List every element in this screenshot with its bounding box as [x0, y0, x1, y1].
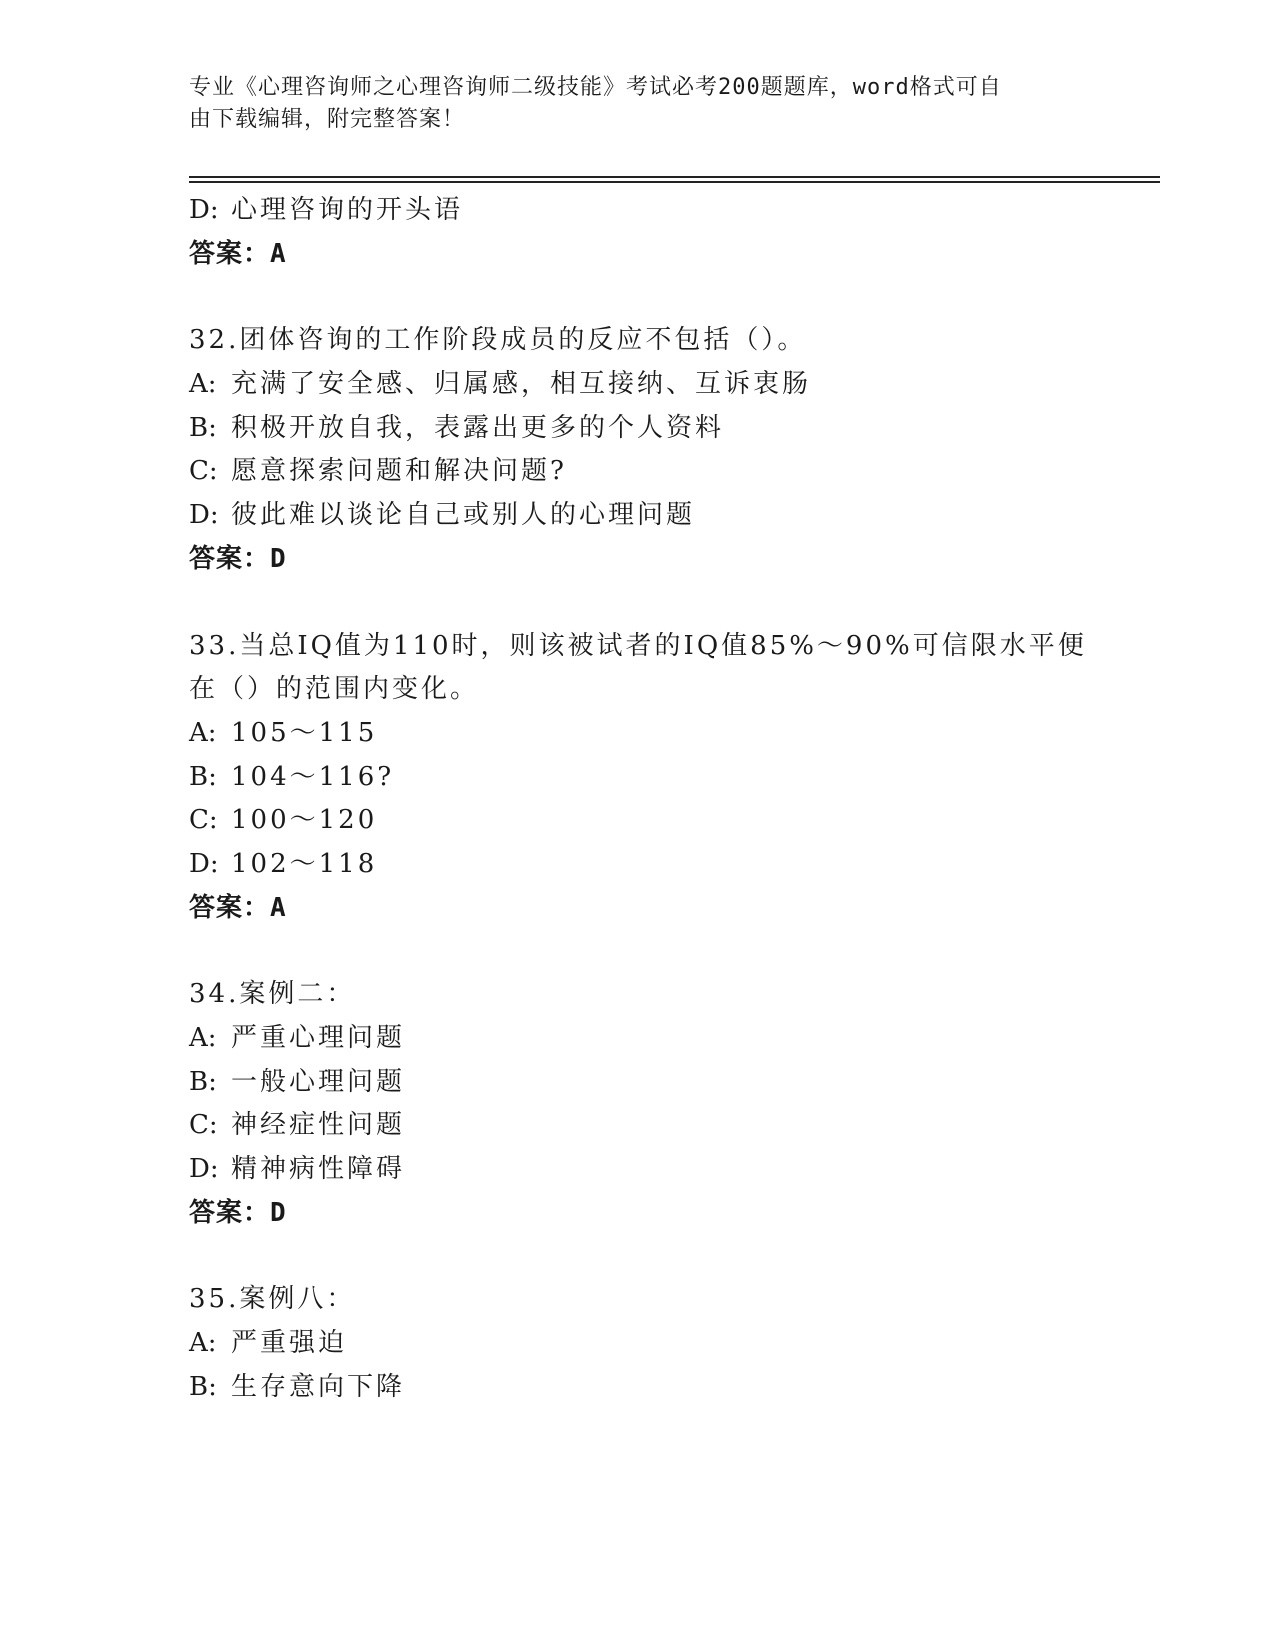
q34-stem: 34.案例二： [189, 979, 356, 1009]
q33-option-b [189, 760, 394, 794]
q33-option-d [189, 847, 377, 881]
q32-answer: 答案：D [189, 544, 287, 574]
option-label: B: [189, 1372, 217, 1402]
option-label: B: [189, 1067, 217, 1097]
option-text: 一般心理问题 [231, 1067, 406, 1097]
option-text: 严重心理问题 [231, 1023, 406, 1053]
option-text: 心理咨询的开头语 [231, 195, 464, 225]
option-label: A: [189, 718, 217, 748]
option-label: D: [189, 849, 219, 879]
option-text: 彼此难以谈论自己或别人的心理问题 [231, 500, 696, 530]
q34-option-d [189, 1152, 405, 1186]
option-label: D: [189, 195, 219, 225]
header-line-2: 由下载编辑，附完整答案！ [189, 107, 466, 132]
header-divider-top [189, 176, 1160, 178]
q33-answer: 答案：A [189, 893, 287, 923]
prev-answer: 答案：A [189, 239, 287, 269]
option-text: 充满了安全感、归属感，相互接纳、互诉衷肠 [231, 369, 812, 399]
option-label: D: [189, 500, 219, 530]
q35-option-b [189, 1370, 405, 1404]
q35-option-a [189, 1326, 347, 1360]
option-text: 104～116? [231, 762, 395, 792]
q33-stem-line-1: 33.当总IQ值为110时，则该被试者的IQ值85%～90%可信限水平便 [189, 631, 1087, 661]
option-label: A: [189, 1023, 217, 1053]
option-label: C: [189, 1110, 218, 1140]
q32-stem: 32.团体咨询的工作阶段成员的反应不包括（）。 [189, 325, 807, 355]
option-text: 102～118 [231, 849, 378, 879]
q32-option-c [189, 454, 567, 488]
option-label: C: [189, 456, 218, 486]
q34-option-c [189, 1108, 405, 1142]
q32-option-a [189, 367, 811, 401]
q33-option-a [189, 716, 377, 750]
option-label: C: [189, 805, 218, 835]
option-text: 105～115 [231, 718, 378, 748]
option-text: 愿意探索问题和解决问题? [231, 456, 567, 486]
q34-answer: 答案：D [189, 1198, 287, 1228]
option-text: 积极开放自我，表露出更多的个人资料 [231, 413, 725, 443]
q34-option-a [189, 1021, 405, 1055]
option-text: 100～120 [231, 805, 378, 835]
option-text: 精神病性障碍 [231, 1154, 406, 1184]
q34-option-b [189, 1065, 405, 1099]
option-text: 严重强迫 [231, 1328, 348, 1358]
prev-option-d [189, 193, 463, 227]
q32-option-d [189, 498, 695, 532]
q35-stem: 35.案例八： [189, 1284, 356, 1314]
header-divider-bottom [189, 181, 1160, 183]
header-line-1: 专业《心理咨询师之心理咨询师二级技能》考试必考200题题库，word格式可自 [189, 75, 1002, 100]
option-label: D: [189, 1154, 219, 1184]
option-label: A: [189, 1328, 217, 1358]
q32-option-b [189, 411, 724, 445]
q33-option-c [189, 803, 377, 837]
q33-stem-line-2: 在（）的范围内变化。 [189, 674, 480, 704]
option-text: 生存意向下降 [231, 1372, 406, 1402]
option-label: A: [189, 369, 217, 399]
document-header [189, 72, 1089, 136]
option-label: B: [189, 413, 217, 443]
option-text: 神经症性问题 [231, 1110, 406, 1140]
option-label: B: [189, 762, 217, 792]
